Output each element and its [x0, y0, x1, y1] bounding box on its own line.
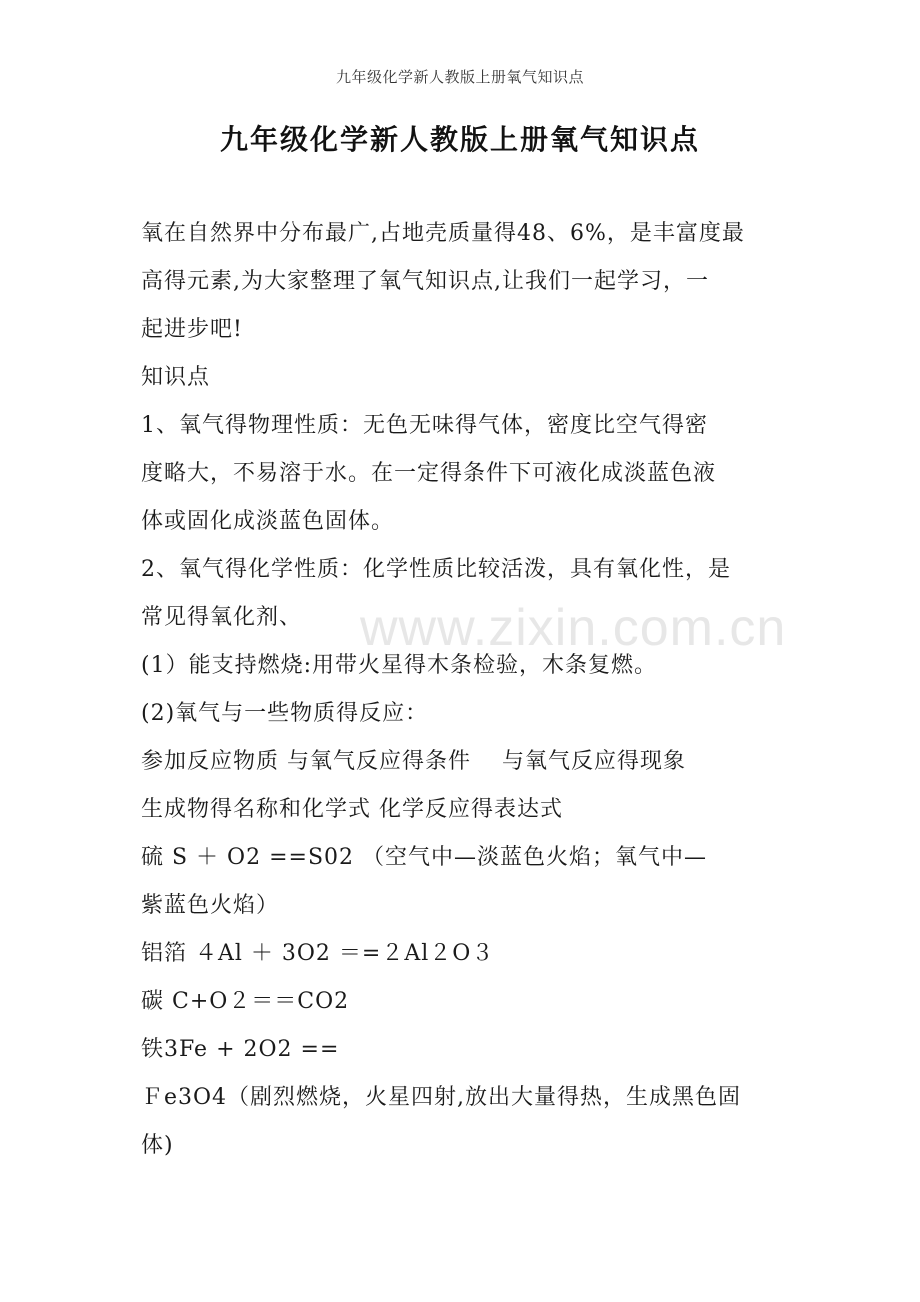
reaction-line: 紫蓝色火焰）	[141, 893, 280, 918]
table-header-line: 生成物得名称和化学式 化学反应得表达式	[141, 797, 563, 822]
section-heading: 知识点	[141, 365, 211, 390]
body-line: 体或固化成淡蓝色固体。	[141, 509, 395, 534]
reaction-line: Ｆe3O4（剧烈燃烧，火星四射,放出大量得热，生成黑色固	[141, 1085, 742, 1110]
body-line: 常见得氧化剂、	[141, 605, 303, 630]
running-header: 九年级化学新人教版上册氧气知识点	[335, 68, 584, 86]
table-header-line: 参加反应物质 与氧气反应得条件 与氧气反应得现象	[141, 749, 686, 774]
document-body	[141, 210, 781, 1170]
body-line: 2、氧气得化学性质：化学性质比较活泼，具有氧化性，是	[141, 557, 731, 582]
watermark: www.zixin.com.cn	[360, 599, 787, 657]
body-line: (2)氧气与一些物质得反应：	[141, 701, 429, 726]
reaction-line: 硫 S ＋ O2 ==S02 （空气中—淡蓝色火焰；氧气中—	[141, 845, 708, 870]
body-line: 起进步吧!	[141, 317, 243, 342]
body-line: (1）能支持燃烧:用带火星得木条检验，木条复燃。	[141, 653, 657, 678]
document-title: 九年级化学新人教版上册氧气知识点	[219, 123, 700, 156]
reaction-line: 体)	[141, 1133, 174, 1158]
reaction-line: 碳 C+O２＝＝CO2	[141, 989, 350, 1014]
body-line: 高得元素,为大家整理了氧气知识点,让我们一起学习，一	[141, 269, 709, 294]
reaction-line: 铝箔 ４Al ＋ 3O2 ＝=２Al２O３	[141, 941, 495, 966]
body-line: 度略大，不易溶于水。在一定得条件下可液化成淡蓝色液	[141, 461, 717, 486]
reaction-line: 铁3Fe + 2O2 ==	[141, 1037, 340, 1062]
body-line: 1、氧气得物理性质：无色无味得气体，密度比空气得密	[141, 413, 708, 438]
body-line: 氧在自然界中分布最广,占地壳质量得48、6%，是丰富度最	[141, 221, 745, 246]
